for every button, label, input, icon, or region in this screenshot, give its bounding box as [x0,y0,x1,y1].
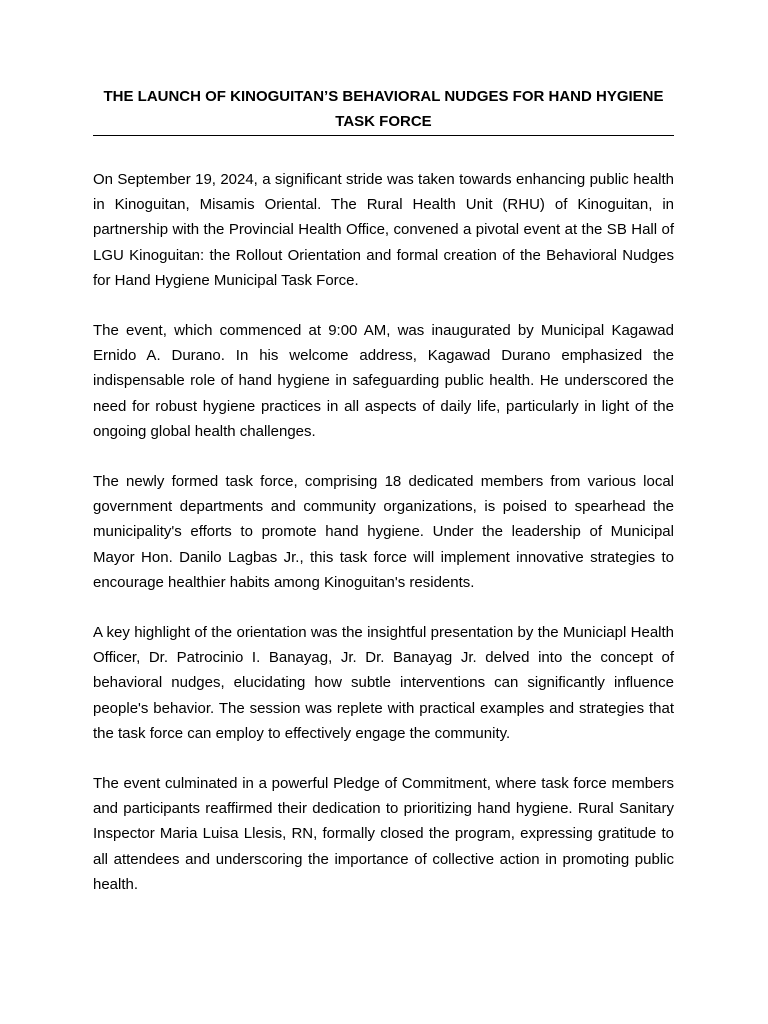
document-page [93,84,674,922]
paragraph-4: A key highlight of the orientation was the insightful presentation by the Municiapl Health Officer, Dr. Patrocinio I. Banayag, Jr. Dr. Banayag Jr. delved into the concept of behavioral nudges, elucidating how subtle interventions can significantly influence people's behavior. The session was replete with practical examples and strategies that the task force can employ to effectively engage the community. [93,624,674,742]
paragraph-5: The event culminated in a powerful Pledge of Commitment, where task force members and participants reaffirmed their dedication to prioritizing hand hygiene. Rural Sanitary Inspector Maria Luisa Llesis, RN, formally closed the program, expressing gratitude to all attendees and underscoring the importance of collective action in promoting public health. [93,775,674,893]
paragraph-3: The newly formed task force, comprising 18 dedicated members from various local government departments and community organizations, is poised to spearhead the municipality's efforts to promote hand hygiene. Under the leadership of Municipal Mayor Hon. Danilo Lagbas Jr., this task force will implement innovative strategies to encourage healthier habits among Kinoguitan's residents. [93,473,674,591]
paragraph-2: The event, which commenced at 9:00 AM, was inaugurated by Municipal Kagawad Ernido A. Durano. In his welcome address, Kagawad Durano emphasized the indispensable role of hand hygiene in safeguarding public health. He underscored the need for robust hygiene practices in all aspects of daily life, particularly in light of the ongoing global health challenges. [93,322,674,440]
paragraph-1: On September 19, 2024, a significant stride was taken towards enhancing public health in Kinoguitan, Misamis Oriental. The Rural Health Unit (RHU) of Kinoguitan, in partnership with the Provincial Health Office, convened a pivotal event at the SB Hall of LGU Kinoguitan: the Rollout Orientation and formal creation of the Behavioral Nudges for Hand Hygiene Municipal Task Force. [93,171,674,289]
document-body [93,167,674,897]
document-title: THE LAUNCH OF KINOGUITAN’S BEHAVIORAL NUDGES FOR HAND HYGIENE TASK FORCE [93,84,674,136]
